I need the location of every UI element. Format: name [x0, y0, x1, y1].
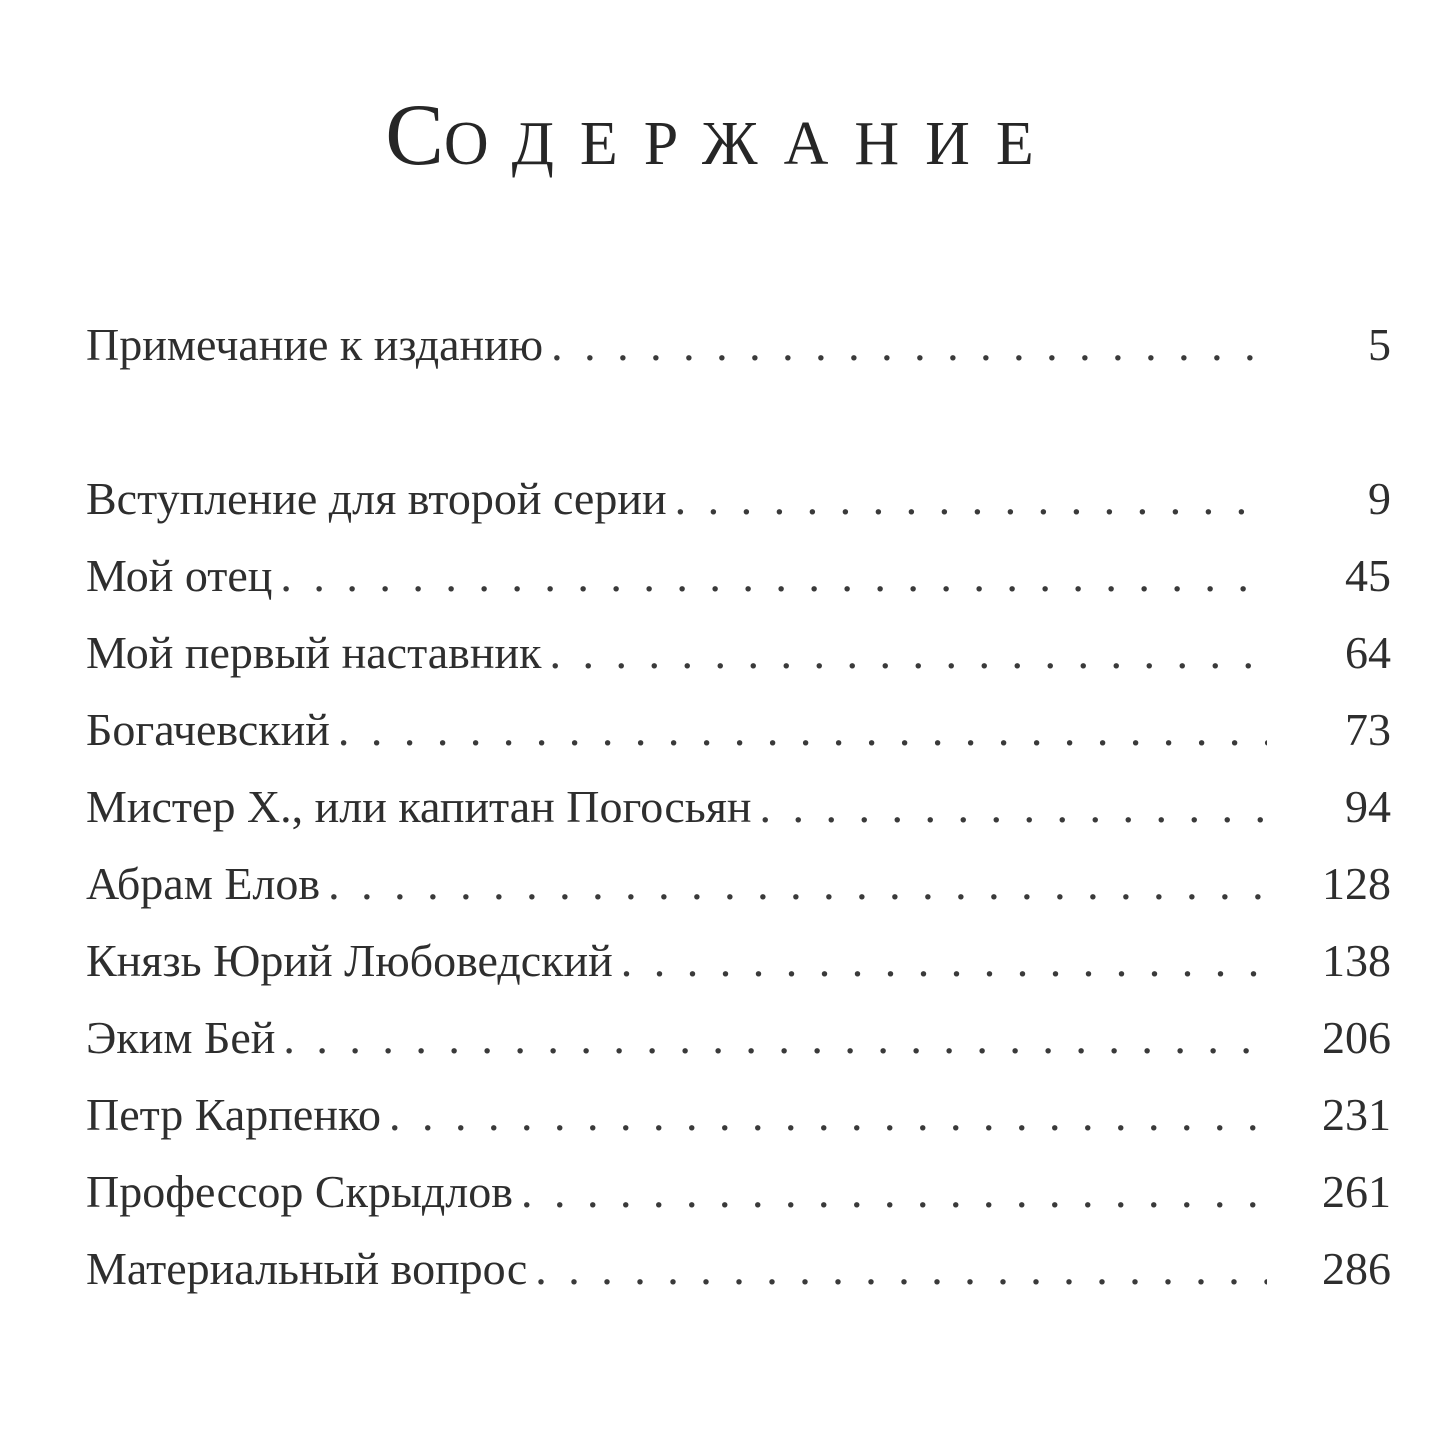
page-title — [0, 87, 1445, 184]
toc-dot-leader — [328, 857, 1267, 910]
toc-dot-leader — [621, 934, 1267, 987]
toc-dot-leader — [389, 1088, 1267, 1141]
toc-entry-title: Эким Бей — [86, 1012, 276, 1063]
toc-entry-title: Вступление для второй серии — [86, 473, 667, 524]
toc-dot-leader — [551, 318, 1267, 371]
toc-entry[interactable] — [86, 318, 1391, 374]
toc-entry-page: 9 — [1368, 473, 1391, 524]
toc-entry-page: 94 — [1345, 781, 1391, 832]
toc-entry-title: Князь Юрий Любоведский — [86, 935, 613, 986]
toc-dot-leader — [550, 626, 1268, 679]
toc-dot-leader — [280, 549, 1267, 602]
toc-entry[interactable] — [86, 549, 1391, 605]
toc-entry-title: Мой отец — [86, 550, 273, 601]
toc-entry-title: Мистер Х., или капитан Погосьян — [86, 781, 752, 832]
toc-dot-leader — [521, 1165, 1267, 1218]
toc-dot-leader — [283, 1011, 1267, 1064]
page-title-initial: С — [385, 87, 444, 184]
toc-entry-page: 206 — [1322, 1012, 1391, 1063]
toc-entry[interactable] — [86, 1011, 1391, 1067]
toc-entry-title: Абрам Елов — [86, 858, 321, 909]
toc-entry-page: 261 — [1322, 1166, 1391, 1217]
toc-entry-page: 45 — [1345, 550, 1391, 601]
toc-dot-leader — [760, 780, 1267, 833]
toc-entry-page: 64 — [1345, 627, 1391, 678]
toc-entry-title: Мой первый наставник — [86, 627, 542, 678]
toc-entry[interactable] — [86, 472, 1391, 528]
toc-entry-page: 73 — [1345, 704, 1391, 755]
toc-entry[interactable] — [86, 626, 1391, 682]
toc-entry[interactable] — [86, 703, 1391, 759]
page-title-rest: ОДЕРЖАНИЕ — [443, 110, 1060, 178]
toc-entry-title: Профессор Скрыдлов — [86, 1166, 513, 1217]
toc-entry-title: Примечание к изданию — [86, 319, 544, 370]
toc-entry-page: 286 — [1322, 1243, 1391, 1294]
toc-entry[interactable] — [86, 780, 1391, 836]
toc-entry-page: 128 — [1322, 858, 1391, 909]
toc-entry-title: Петр Карпенко — [86, 1089, 381, 1140]
toc-dot-leader — [675, 472, 1267, 525]
toc-entry-title: Материальный вопрос — [86, 1243, 528, 1294]
toc-entry[interactable] — [86, 1165, 1391, 1221]
toc-entry[interactable] — [86, 1088, 1391, 1144]
toc-entry-page: 138 — [1322, 935, 1391, 986]
toc-dot-leader — [535, 1242, 1267, 1295]
toc-entry[interactable] — [86, 934, 1391, 990]
toc-entry[interactable] — [86, 857, 1391, 913]
toc-entry-page: 231 — [1322, 1089, 1391, 1140]
toc-entry[interactable] — [86, 1242, 1391, 1298]
toc-dot-leader — [338, 703, 1267, 756]
toc-entry-page: 5 — [1368, 319, 1391, 370]
toc-entry-title: Богачевский — [86, 704, 330, 755]
